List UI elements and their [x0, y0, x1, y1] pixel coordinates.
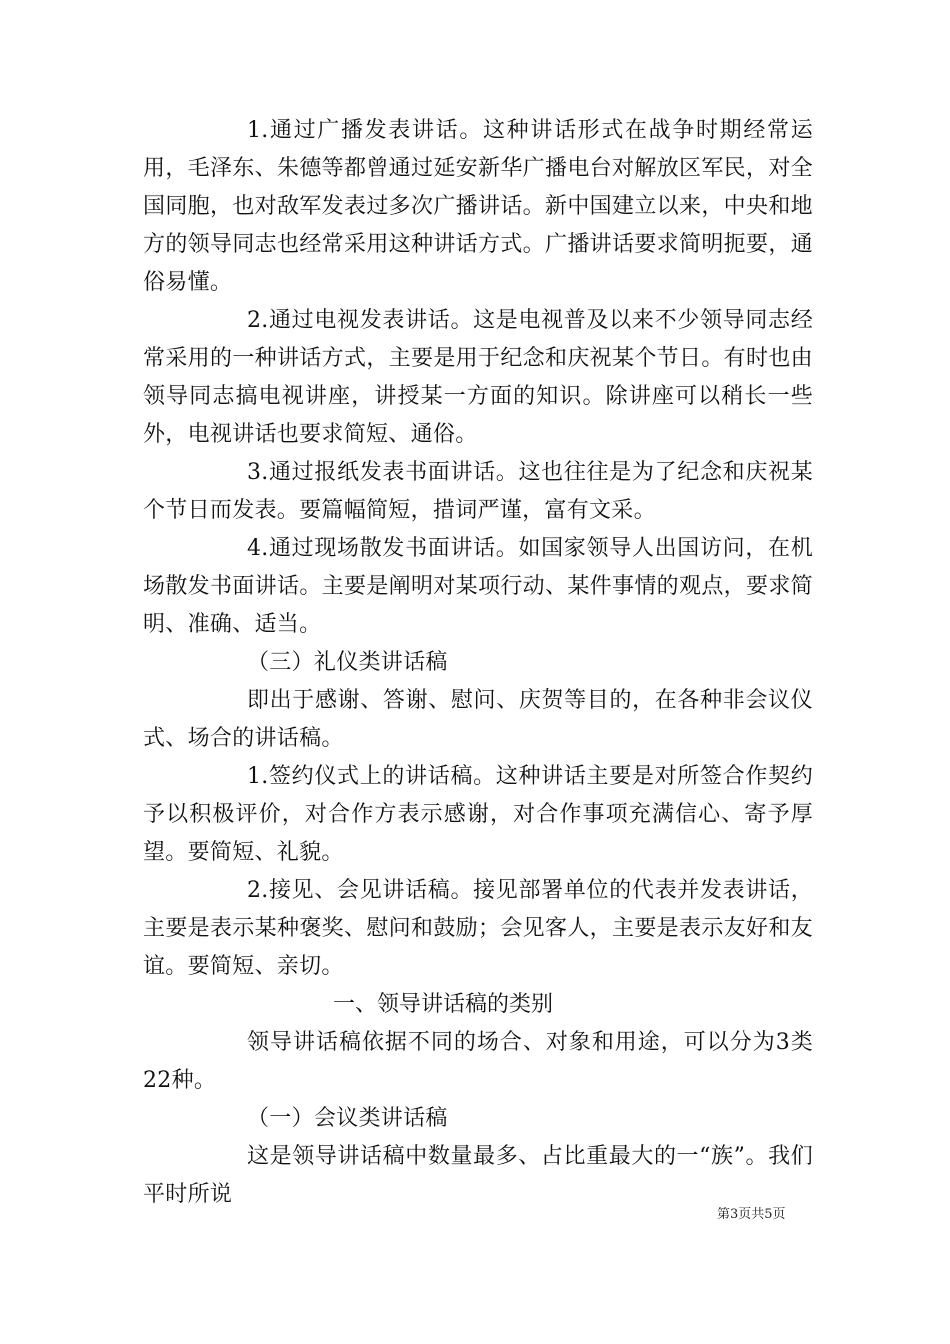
paragraph-reception-meeting: 2.接见、会见讲话稿。接见部署单位的代表并发表讲话，主要是表示某种褒奖、慰问和鼓励；会见客人，主要是表示友好和友谊。要简短、亲切。	[143, 878, 813, 979]
paragraph-tv-speech: 2.通过电视发表讲话。这是电视普及以来不少领导同志经常采用的一种讲话方式，主要是用于纪念和庆祝某个节日。有时也由领导同志搞电视讲座，讲授某一方面的知识。除讲座可以稍长一些外，电视讲话也要求简短、通俗。	[143, 308, 813, 447]
page-number: 第3页共5页	[717, 1207, 786, 1222]
paragraph-newspaper-speech: 3.通过报纸发表书面讲话。这也往往是为了纪念和庆祝某个节日而发表。要篇幅简短，措词严谨，富有文采。	[143, 460, 813, 523]
paragraph-signing-ceremony: 1.签约仪式上的讲话稿。这种讲话主要是对所签合作契约予以积极评价，对合作方表示感谢，对合作事项充满信心、寄予厚望。要简短、礼貌。	[143, 764, 813, 865]
subheading-ceremonial-speech: （三）礼仪类讲话稿	[247, 650, 448, 675]
paragraph-radio-speech: 1.通过广播发表讲话。这种讲话形式在战争时期经常运用，毛泽东、朱德等都曾通过延安新华广播电台对解放区军民，对全国同胞，也对敌军发表过多次广播讲话。新中国建立以来，中央和地方的领导同志也经常采用这种讲话方式。广播讲话要求简明扼要，通俗易懂。	[143, 118, 813, 295]
document-body	[143, 112, 813, 1214]
paragraph-categories-intro: 领导讲话稿依据不同的场合、对象和用途，可以分为3类22种。	[143, 1030, 813, 1093]
subheading-meeting-speech: （一）会议类讲话稿	[247, 1106, 448, 1131]
paragraph-ceremonial-definition: 即出于感谢、答谢、慰问、庆贺等目的，在各种非会议仪式、场合的讲话稿。	[143, 688, 813, 751]
section-heading: 一、领导讲话稿的类别	[333, 992, 554, 1017]
paragraph-meeting-speech: 这是领导讲话稿中数量最多、占比重最大的一“族”。我们平时所说	[143, 1144, 813, 1207]
paragraph-onsite-speech: 4.通过现场散发书面讲话。如国家领导人出国访问，在机场散发书面讲话。主要是阐明对某项行动、某件事情的观点，要求简明、准确、适当。	[143, 536, 813, 637]
